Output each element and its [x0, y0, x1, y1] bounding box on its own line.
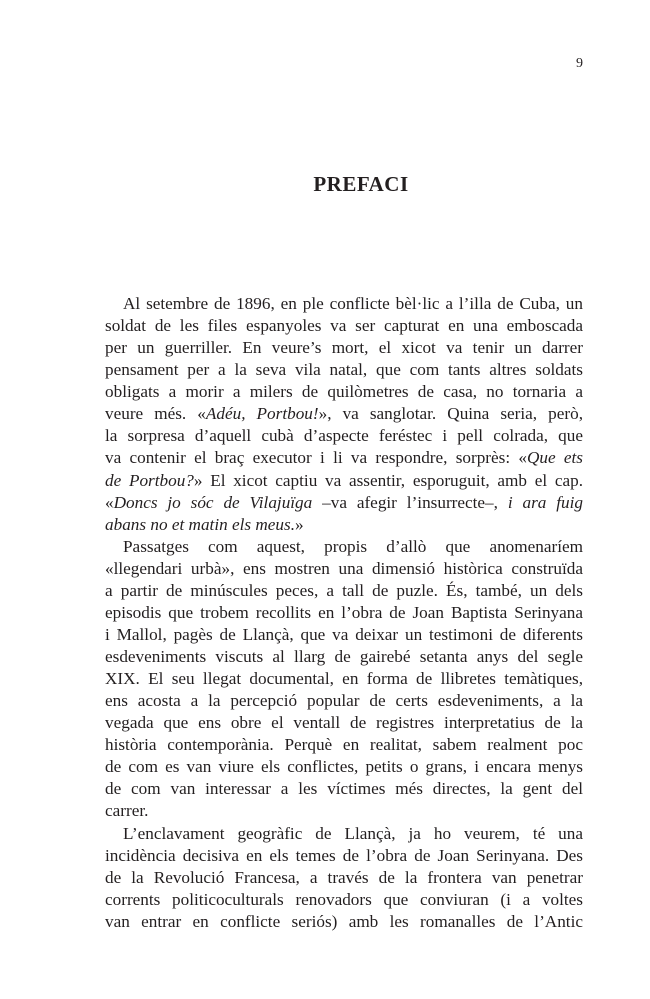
text-line	[105, 293, 583, 315]
text-line	[105, 889, 583, 911]
text-line	[105, 558, 583, 580]
text-segment: de com van interessar a les víctimes més directes, la gent del	[105, 779, 583, 799]
text-line	[105, 403, 583, 425]
text-segment: de com es van viure els conflictes, petits o grans, i encara menys	[105, 757, 583, 777]
italic-text: de Portbou?	[105, 470, 194, 490]
text-line	[105, 470, 583, 492]
italic-text: i ara fuig	[507, 492, 583, 512]
text-line	[105, 867, 583, 889]
text-line	[105, 712, 583, 734]
text-line	[105, 381, 583, 403]
text-line	[105, 734, 583, 756]
text-segment: »	[295, 514, 304, 534]
text-line	[105, 359, 583, 381]
text-line	[105, 580, 583, 602]
text-segment: pensament per a la seva vila natal, que com tants altres soldats	[105, 360, 583, 380]
text-segment: la sorpresa d’aquell cubà d’aspecte feréstec i pell colrada, que	[105, 426, 583, 446]
body-text	[105, 293, 583, 933]
text-line	[105, 646, 583, 668]
text-segment: van entrar en conflicte seriós) amb les romanalles de l’Antic	[105, 911, 583, 931]
text-line	[105, 602, 583, 624]
text-segment: esdeveniments viscuts al llarg de gairebé setanta anys del segle	[105, 647, 583, 666]
text-line	[105, 756, 583, 778]
text-segment: i Mallol, pagès de Llançà, que va deixar un testimoni de diferents	[105, 624, 583, 644]
text-line	[105, 690, 583, 712]
text-line	[105, 425, 583, 447]
text-segment: –va afegir l’insurrecte–,	[312, 492, 508, 512]
text-segment: ens acosta a la percepció popular de certs esdeveniments, a la	[105, 691, 583, 711]
text-segment: vegada que ens obre el ventall de registres interpretatius de la	[105, 713, 583, 733]
text-segment: incidència decisiva en els temes de l’obra de Joan Serinyana. Des	[105, 845, 583, 865]
italic-text: Que ets	[527, 448, 583, 468]
text-line	[105, 845, 583, 867]
text-segment: veure més. «	[105, 404, 206, 424]
text-segment: corrents politicoculturals renovadors que conviuran (i a voltes	[105, 889, 583, 909]
text-segment: per un guerriller. En veure’s mort, el xicot va tenir un darrer	[105, 338, 583, 358]
text-line	[105, 911, 583, 933]
text-segment: XIX. El seu llegat documental, en forma de llibretes temàtiques,	[105, 669, 583, 689]
text-line	[105, 624, 583, 646]
text-segment: episodis que trobem recollits en l’obra de Joan Baptista Serinyana	[105, 602, 583, 622]
page-title: PREFACI	[313, 172, 409, 196]
text-line	[105, 447, 583, 469]
text-segment: », va sanglotar. Quina seria, però,	[318, 404, 583, 424]
text-segment: Passatges com aquest, propis d’allò que anomenaríem	[123, 536, 583, 556]
text-segment: Al setembre de 1896, en ple conflicte bèl·lic a l’illa de Cuba, un	[123, 294, 583, 313]
text-line	[105, 778, 583, 800]
text-segment: a partir de minúscules peces, a tall de puzle. És, també, un dels	[105, 580, 583, 600]
text-segment: «llegendari urbà», ens mostren una dimensió històrica construïda	[105, 558, 583, 578]
text-segment: de la Revolució Francesa, a través de la frontera van penetrar	[105, 867, 583, 887]
italic-text: abans no et matin els meus.	[105, 514, 296, 534]
text-line	[105, 668, 583, 690]
text-line	[105, 536, 583, 558]
italic-text: Doncs jo sóc de Vilajuïga	[113, 492, 313, 512]
text-segment: soldat de les files espanyoles va ser capturat en una emboscada	[105, 316, 583, 336]
text-line	[105, 492, 583, 514]
text-line	[105, 800, 583, 822]
text-line	[105, 514, 583, 536]
text-segment: va contenir el braç executor i li va respondre, sorprès: «	[105, 448, 527, 468]
page-number: 9	[576, 56, 583, 71]
text-segment: L’enclavament geogràfic de Llançà, ja ho veurem, té una	[123, 823, 583, 843]
text-line	[105, 823, 583, 845]
text-segment: obligats a morir a milers de quilòmetres de casa, no tornaria a	[105, 382, 583, 402]
text-segment: història contemporània. Perquè en realitat, sabem realment poc	[105, 735, 583, 755]
text-line	[105, 337, 583, 359]
text-segment: carrer.	[105, 801, 149, 821]
text-line	[105, 315, 583, 337]
text-segment: «	[105, 492, 114, 512]
text-segment: » El xicot captiu va assentir, esporuguit, amb el cap.	[193, 470, 583, 490]
italic-text: Adéu, Portbou!	[205, 404, 319, 424]
